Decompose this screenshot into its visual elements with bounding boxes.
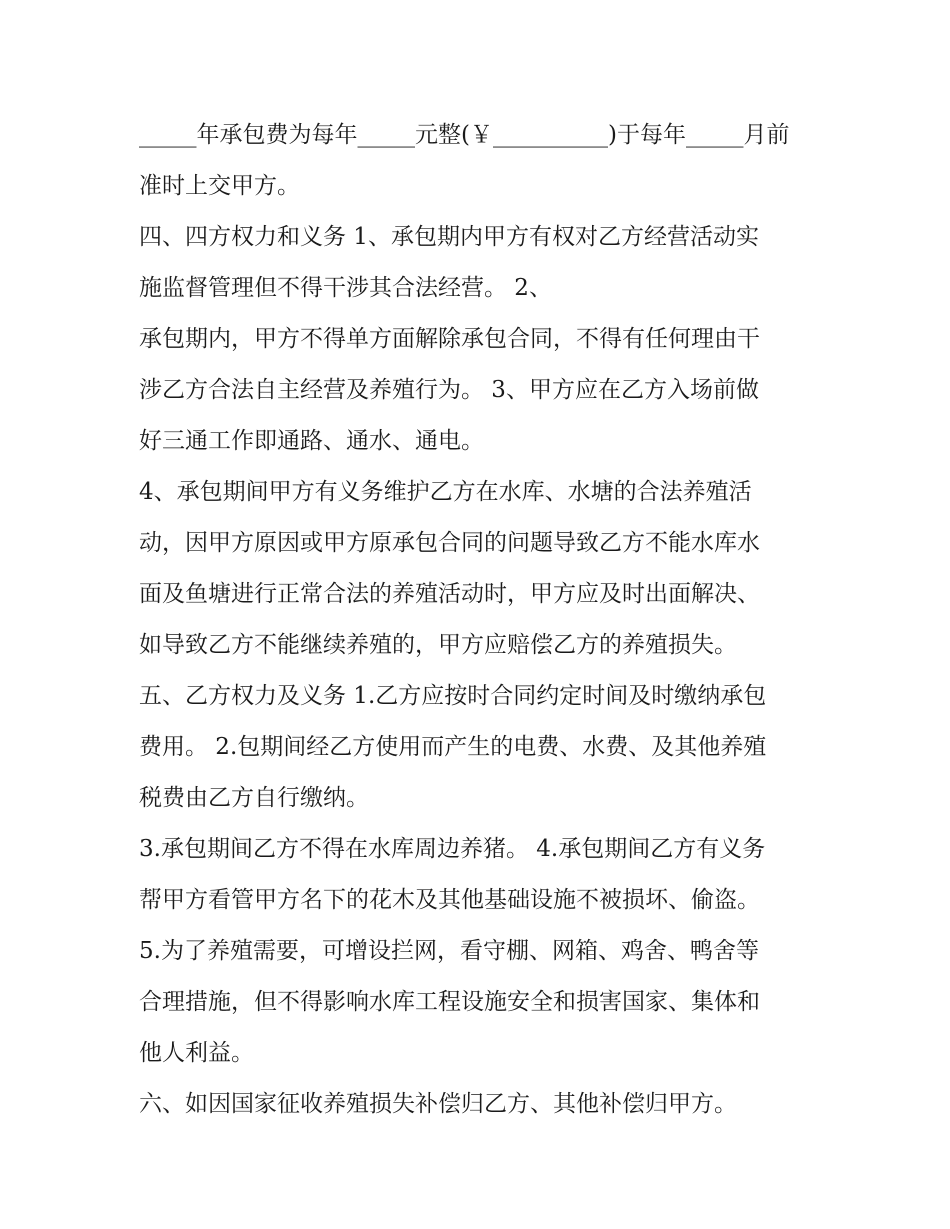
text-line: 准时上交甲方。 [139, 173, 300, 199]
text-line: 3.承包期间乙方不得在水库周边养猪。 4.承包期间乙方有义务 [139, 836, 766, 862]
text-line: 税费由乙方自行缴纳。 [139, 785, 369, 811]
contract-text [139, 110, 819, 1130]
text-line: 涉乙方合法自主经营及养殖行为。 3、甲方应在乙方入场前做 [139, 377, 759, 403]
text-line: 他人利益。 [139, 1040, 254, 1066]
text-line: 施监督管理但不得干涉其合法经营。 2、 [139, 275, 552, 301]
text-line: 如导致乙方不能继续养殖的，甲方应赔偿乙方的养殖损失。 [139, 632, 737, 658]
text-line: 合理措施，但不得影响水库工程设施安全和损害国家、集体和 [139, 989, 760, 1015]
text-line: 好三通工作即通路、通水、通电。 [139, 428, 484, 454]
text-line: 帮甲方看管甲方名下的花木及其他基础设施不被损坏、偷盗。 [139, 887, 760, 913]
text-line: 4、承包期间甲方有义务维护乙方在水库、水塘的合法养殖活 [139, 479, 752, 505]
text-line: 费用。 2.包期间经乙方使用而产生的电费、水费、及其他养殖 [139, 734, 767, 760]
text-line: 5.为了养殖需要，可增设拦网，看守棚、网箱、鸡舍、鸭舍等 [139, 938, 759, 964]
text-line: 面及鱼塘进行正常合法的养殖活动时，甲方应及时出面解决、 [139, 581, 760, 607]
text-line: 四、四方权力和义务 1、承包期内甲方有权对乙方经营活动实 [139, 224, 759, 250]
text-line: 承包期内，甲方不得单方面解除承包合同，不得有任何理由干 [139, 326, 760, 352]
text-line: 动，因甲方原因或甲方原承包合同的问题导致乙方不能水库水 [139, 530, 760, 556]
text-line: 六、如因国家征收养殖损失补偿归乙方、其他补偿归甲方。 [139, 1091, 737, 1117]
text-line: 五、乙方权力及义务 1.乙方应按时合同约定时间及时缴纳承包 [139, 683, 767, 709]
text-line: _____年承包费为每年_____元整(￥__________)于每年_____月前 [139, 122, 790, 148]
